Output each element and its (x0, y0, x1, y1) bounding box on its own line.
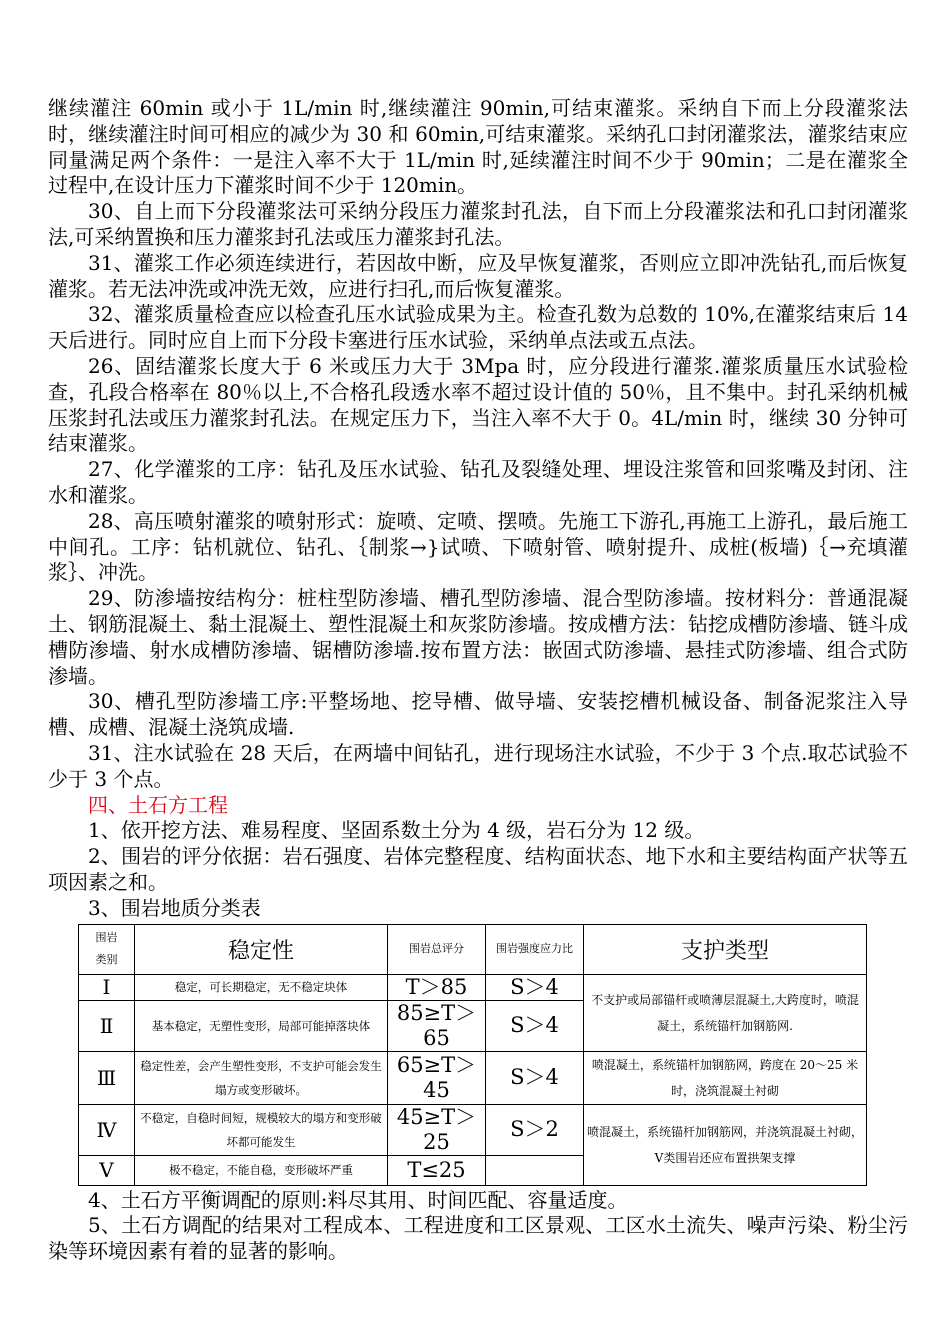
stability-cell: 不稳定，自稳时间短，规模较大的塌方和变形破坏都可能发生 (135, 1104, 388, 1155)
stability-cell: 稳定性差，会产生塑性变形，不支护可能会发生塌方或变形破坏。 (135, 1051, 388, 1104)
paragraph: 27、化学灌浆的工序：钻孔及压水试验、钻孔及裂缝处理、埋设注浆管和回浆嘴及封闭、注水和灌浆。 (48, 457, 908, 507)
paragraph: 31、注水试验在 28 天后，在两墙中间钻孔，进行现场注水试验，不少于 3 个点.取芯试验不少于 3 个点。 (48, 740, 908, 791)
paragraph: 32、灌浆质量检查应以检查孔压水试验成果为主。检查孔数为总数的 10%,在灌浆结束后 14 天后进行。同时应自上而下分段卡塞进行压水试验，采纳单点法或五点法。 (48, 302, 908, 353)
table-row (79, 1051, 867, 1104)
paragraph: 31、灌浆工作必须连续进行，若因故中断，应及早恢复灌浆，否则应立即冲洗钻孔,而后恢复灌浆。若无法冲洗或冲洗无效，应进行扫孔,而后恢复灌浆。 (48, 250, 908, 301)
paragraph: 4、土石方平衡调配的原则:料尽其用、时间匹配、容量适度。 (88, 1187, 628, 1212)
paragraph: 26、固结灌浆长度大于 6 米或压力大于 3Mpa 时，应分段进行灌浆.灌浆质量压水试验检查，孔段合格率在 80％以上,不合格孔段透水率不超过设计值的 50％，且不集中。封孔采纳机械压浆封孔法或压力灌浆封孔法。在规定压力下，当注入率不大于 0。4L/min 时，继续 30 分钟可结束灌浆。 (48, 353, 908, 456)
section-heading: 四、土石方工程 (88, 792, 228, 817)
table-row (79, 974, 867, 1000)
class-cell: Ⅳ (79, 1104, 135, 1155)
score-cell: 65≥T＞45 (388, 1051, 486, 1104)
header-class: 围岩类别 (79, 924, 135, 974)
score-cell: 85≥T＞65 (388, 1000, 486, 1051)
header-ratio: 围岩强度应力比 (486, 924, 584, 974)
stability-cell: 稳定，可长期稳定，无不稳定块体 (135, 974, 388, 1000)
support-cell: 喷混凝土，系统锚杆加钢筋网，跨度在 20～25 米时，浇筑混凝土衬砌 (584, 1051, 867, 1104)
ratio-cell: S＞4 (486, 974, 584, 1000)
table-row (79, 1104, 867, 1155)
class-cell: Ⅱ (79, 1000, 135, 1051)
score-cell: T＞85 (388, 974, 486, 1000)
score-cell: T≤25 (388, 1155, 486, 1185)
header-stability: 稳定性 (135, 924, 388, 974)
header-support: 支护类型 (584, 924, 867, 974)
ratio-cell: S＞4 (486, 1000, 584, 1051)
class-cell: Ⅰ (79, 974, 135, 1000)
paragraph: 1、依开挖方法、难易程度、坚固系数土分为 4 级，岩石分为 12 级。 (88, 818, 705, 843)
score-cell: 45≥T＞25 (388, 1104, 486, 1155)
paragraph: 30、自上而下分段灌浆法可采纳分段压力灌浆封孔法，自下而上分段灌浆法和孔口封闭灌浆法,可采纳置换和压力灌浆封孔法或压力灌浆封孔法。 (48, 199, 908, 249)
stability-cell: 基本稳定，无塑性变形，局部可能掉落块体 (135, 1000, 388, 1051)
table-caption: 3、围岩地质分类表 (88, 895, 261, 920)
support-cell: 不支护或局部锚杆或喷薄层混凝土,大跨度时，喷混凝土，系统锚杆加钢筋网. (584, 974, 867, 1051)
header-score: 围岩总评分 (388, 924, 486, 974)
paragraph: 5、土石方调配的结果对工程成本、工程进度和工区景观、工区水土流失、噪声污染、粉尘污染等环境因素有着的显著的影响。 (48, 1213, 908, 1264)
class-cell: Ⅲ (79, 1051, 135, 1104)
paragraph: 30、槽孔型防渗墙工序:平整场地、挖导槽、做导墙、安装挖槽机械设备、制备泥浆注入导槽、成槽、混凝土浇筑成墙. (48, 689, 908, 740)
ratio-cell (486, 1155, 584, 1185)
stability-cell: 极不稳定，不能自稳，变形破坏严重 (135, 1155, 388, 1185)
rock-classification-table (78, 924, 867, 1186)
paragraph: 29、防渗墙按结构分：桩柱型防渗墙、槽孔型防渗墙、混合型防渗墙。按材料分：普通混凝土、钢筋混凝土、黏土混凝土、塑性混凝土和灰浆防渗墙。按成槽方法：钻挖成槽防渗墙、链斗成槽防渗墙、射水成槽防渗墙、锯槽防渗墙.按布置方法：嵌固式防渗墙、悬挂式防渗墙、组合式防渗墙。 (48, 586, 908, 688)
ratio-cell: S＞4 (486, 1051, 584, 1104)
document-page (48, 96, 908, 1265)
class-cell: Ⅴ (79, 1155, 135, 1185)
ratio-cell: S＞2 (486, 1104, 584, 1155)
paragraph: 28、高压喷射灌浆的喷射形式：旋喷、定喷、摆喷。先施工下游孔,再施工上游孔，最后施工中间孔。工序：钻机就位、钻孔、｛制浆→}试喷、下喷射管、喷射提升、成桩(板墙)｛→充填灌浆｝、冲洗。 (48, 508, 908, 585)
table-header-row (79, 924, 867, 974)
paragraph: 2、围岩的评分依据：岩石强度、岩体完整程度、结构面状态、地下水和主要结构面产状等五项因素之和。 (48, 844, 908, 894)
paragraph: 继续灌注 60min 或小于 1L/min 时,继续灌注 90min,可结束灌浆。采纳自下而上分段灌浆法时，继续灌注时间可相应的减少为 30 和 60min,可结束灌浆。采纳孔口封闭灌浆法，灌浆结束应同量满足两个条件：一是注入率不大于 1L/min 时,延续灌注时间不少于 90min；二是在灌浆全过程中,在设计压力下灌浆时间不少于 120min。 (48, 96, 908, 198)
support-cell: 喷混凝土，系统锚杆加钢筋网，并浇筑混凝土衬砌，Ⅴ类围岩还应布置拱架支撑 (584, 1104, 867, 1185)
